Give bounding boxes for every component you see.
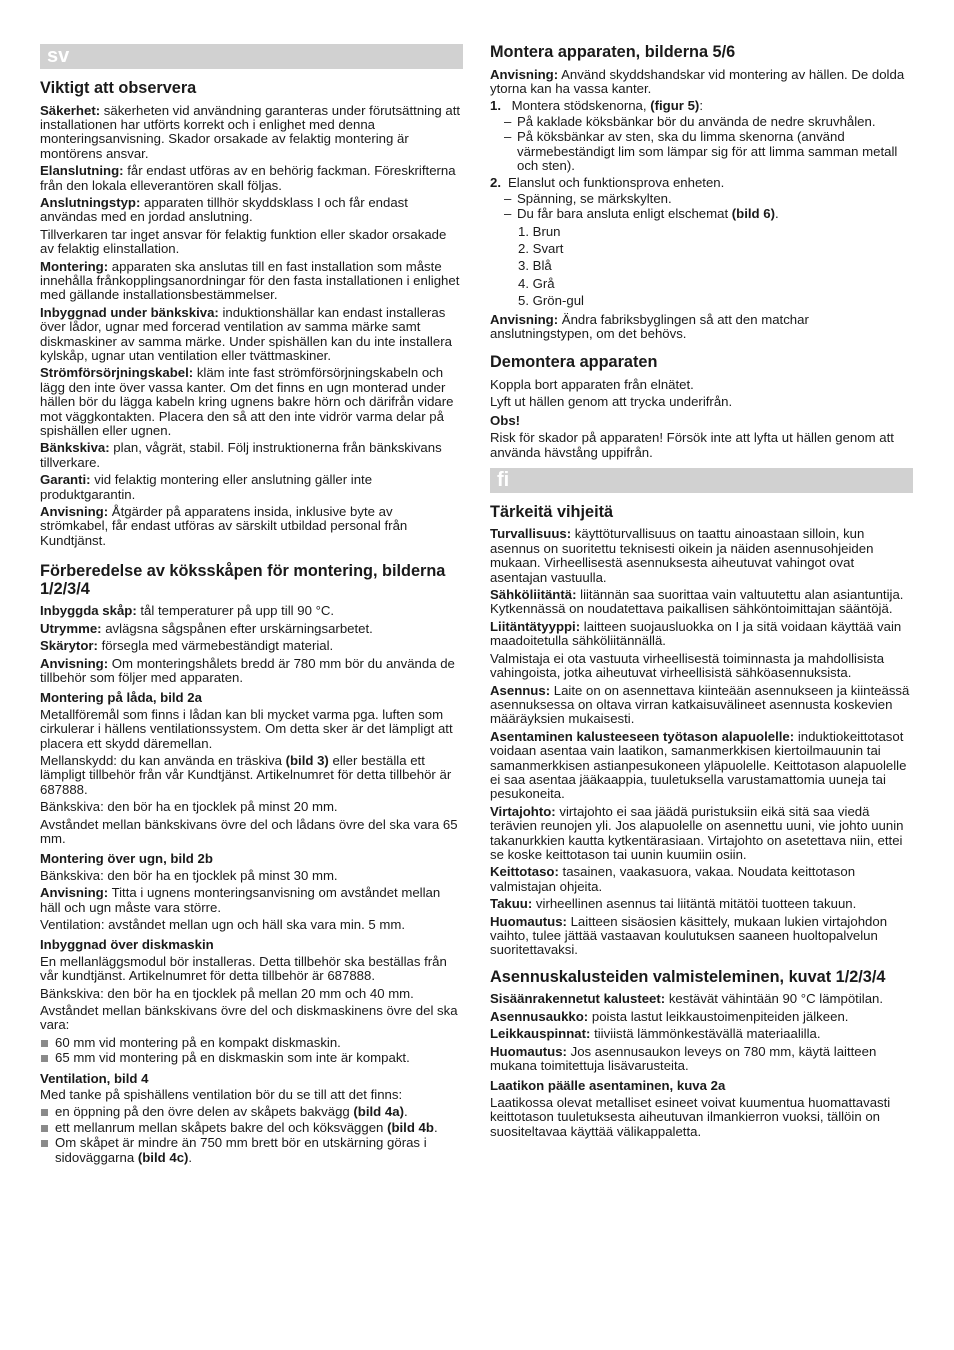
paragraph: Virtajohto: virtajohto ei saa jäädä puristuksiin eikä sitä saa viedä terävien reunojen yli. Jos alapuolelle on asennettu uuni, vie johto uunin takanurkkien kautta kytkentärasiaan. Virtajohto on asetettava niin, ettei se koske keittotason tai uunin kuumiin osiin. (490, 803, 904, 862)
paragraph: Inbyggda skåp: tål temperaturer på upp till 90 °C. (40, 603, 335, 619)
step-item: 2. Elanslut och funktionsprova enheten. – Spänning, se märkskylten. – Du får bara ansluta enligt elschemat (bild 6). 1. Brun 2. Svart 3. Blå 4. Grå 5. Grön-gul (490, 176, 913, 308)
paragraph: Med tanke på spishällens ventilation bör du se till att det finns: (40, 1087, 403, 1103)
dash-item: – Spänning, se märkskylten. (490, 192, 913, 206)
subsection-heading: Ventilation, bild 4 (40, 1070, 149, 1086)
subsection-heading: Inbyggnad över diskmaskin (40, 937, 214, 953)
bullet-list (40, 1105, 463, 1165)
list-item: 60 mm vid montering på en kompakt diskmaskin. (40, 1036, 463, 1050)
paragraph: Asennusaukko: poista lastut leikkaustoimenpiteiden jälkeen. (490, 1008, 849, 1024)
paragraph: Laatikossa olevat metalliset esineet voivat kuumentua huomattavasti keittotason tuuletuksesta aiheutuvan ilmankierron vuoksi, tällöin on suositeltavaa käyttää välikappaletta. (490, 1094, 891, 1139)
wire-color-list (490, 225, 913, 309)
list-item: Om skåpet är mindre än 750 mm brett bör en utskärning göras i sidoväggarna (bild 4c). (40, 1136, 463, 1165)
paragraph: Takuu: virheellinen asennus tai liitäntä mitätöi tuotteen takuun. (490, 896, 857, 912)
subsection-heading: Montering över ugn, bild 2b (40, 851, 213, 867)
section-heading: Demontera apparaten (490, 353, 658, 372)
section-heading: Viktigt att observera (40, 79, 197, 97)
paragraph: Ventilation: avståndet mellan ugn och häll ska vara min. 5 mm. (40, 917, 406, 932)
paragraph: Turvallisuus: käyttöturvallisuus on taattu ainoastaan silloin, kun asennus on suoritettu teknisesti oikein ja näiden asennusohjeiden mukaan. Virheellisestä asennuksesta aiheutuvat vahingot ovat asentajan vastuulla. (490, 526, 874, 585)
wire-color-item: 1. Brun (518, 223, 561, 239)
paragraph: Leikkauspinnat: tiiviistä lämmönkestävällä materiaalilla. (490, 1026, 821, 1042)
language-code: sv (47, 45, 70, 67)
paragraph: Keittotaso: tasainen, vaakasuora, vakaa. Noudata keittotason valmistajan ohjeita. (490, 864, 856, 894)
section-heading: Tärkeitä vihjeitä (490, 502, 614, 521)
language-bar-fi (490, 468, 913, 493)
swedish-column (40, 44, 463, 1169)
paragraph: Anvisning: Titta i ugnens monteringsanvisning om avståndet mellan häll och ugn måste vara större. (40, 885, 441, 915)
paragraph: En mellanläggsmodul bör installeras. Detta tillbehör ska beställas från vår kundtjänst. Artikelnumret för detta tillbehör är 687888. (40, 953, 447, 984)
list-item: 65 mm vid montering på en diskmaskin som inte är kompakt. (40, 1051, 463, 1065)
paragraph: Bänkskiva: den bör ha en tjocklek på minst 20 mm. (40, 799, 338, 815)
step-item: 1. Montera stödskenorna, (figur 5): – På kaklade köksbänkar bör du använda de nedre skruvhålen. – På köksbänkar av sten, ska du limma skenorna (använd värmebeständigt lim som lämpar sig för att limma samman metall och sten). (490, 99, 913, 173)
paragraph: Huomautus: Jos asennusaukon leveys on 780 mm, käytä laitteen mukana toimitettuja lisävarusteita. (490, 1043, 877, 1073)
paragraph: Skärytor: försegla med värmebeständigt material. (40, 638, 334, 654)
section-heading: Förberedelse av köksskåpen för montering, bilderna 1/2/3/4 (40, 562, 446, 598)
subsection-heading: Laatikon päälle asentaminen, kuva 2a (490, 1078, 726, 1094)
paragraph: Säkerhet: säkerheten vid användning garanteras under förutsättning att installationen har utförts korrekt och i enlighet med denna monteringsanvisning. Skador orsakade av felaktig montering är montörens ansvar. (40, 102, 461, 161)
list-item: en öppning på den övre delen av skåpets bakvägg (bild 4a). (40, 1105, 463, 1119)
paragraph: Huomautus: Laitteen sisäosien käsittely, mukaan lukien virtajohdon vaihto, tulee jättää vastaavan koulutuksen saaneen huoltopalvelun suoritettavaksi. (490, 913, 888, 958)
paragraph: Lyft ut hällen genom att trycka underifrån. (490, 394, 733, 410)
paragraph: Inbyggnad under bänkskiva: induktionshällar kan endast installeras över lådor, ugnar med forcerad ventilation av samma märke samt diskmaskiner av samma märke. Under spishällen kan du inte installera kylskåp, ugnar utan ventilation eller tvättmaskiner. (40, 304, 452, 363)
paragraph: Mellanskydd: du kan använda en träskiva (bild 3) eller beställa ett lämpligt tillbehör från vår Kundtjänst. Artikelnumret för detta tillbehör är 687888. (40, 752, 452, 797)
warning-label: Obs! (490, 412, 521, 428)
paragraph: Garanti: vid felaktig montering eller anslutning gäller inte produktgarantin. (40, 472, 373, 502)
bullet-list (40, 1036, 463, 1066)
paragraph: Anvisning: Ändra fabriksbyglingen så att den matchar anslutningstypen, om det behövs. (490, 311, 809, 341)
paragraph: Bänkskiva: den bör ha en tjocklek på mellan 20 mm och 40 mm. (40, 985, 414, 1001)
paragraph: Montering: apparaten ska anslutas till en fast installation som måste innehålla frånkopplingsanordningar för den fasta installationen i enlighet med gällande installationsbestämmelser. (40, 258, 460, 303)
wire-color-item: 4. Grå (518, 275, 555, 291)
paragraph: Bänkskiva: plan, vågrät, stabil. Följ instruktionerna från bänkskivans tillverkare. (40, 440, 442, 470)
dash-item: – På kaklade köksbänkar bör du använda de nedre skruvhålen. (490, 115, 913, 129)
paragraph: Sisäänrakennetut kalusteet: kestävät vähintään 90 °C lämpötilan. (490, 991, 884, 1007)
paragraph: Liitäntätyyppi: laitteen suojausluokka on I ja sitä voidaan käyttää vain maadoitetulla sähköliitännällä. (490, 618, 902, 649)
dash-item: – Du får bara ansluta enligt elschemat (bild 6). (490, 207, 913, 221)
paragraph: Strömförsörjningskabel: kläm inte fast strömförsörjningskabeln och lägg den inte över vassa kanter. Om det finns en ugn monterad under hällen bör du lägga kabeln kring ugnens bakre hörn och därifrån vidare mot väggkontakten. Placera den så att den inte vidrör varma delar på spishällen eller ugnen. (40, 365, 454, 439)
paragraph: Tillverkaren tar inget ansvar för felaktig funktion eller skador orsakade av felaktig elinstallation. (40, 226, 447, 257)
paragraph: Elanslutning: får endast utföras av en behörig fackman. Föreskrifterna från den lokala elleverantören skall följas. (40, 163, 456, 193)
wire-color-item: 3. Blå (518, 258, 552, 274)
paragraph: Sähköliitäntä: liitännän saa suorittaa vain valtuutettu alan asiantuntija. Kytkennässä on noudatettava paikallisen sähköntoimittajan sääntöjä. (490, 587, 904, 617)
language-code: fi (497, 468, 510, 491)
paragraph: Anvisning: Om monteringshålets bredd är 780 mm bör du använda de tillbehör som följer med apparaten. (40, 655, 455, 685)
paragraph: Avståndet mellan bänkskivans övre del och diskmaskinens övre del ska vara: (40, 1003, 458, 1033)
paragraph: Anvisning: Använd skyddshandskar vid montering av hällen. De dolda ytorna kan ha vassa kanter. (490, 66, 905, 96)
language-bar-sv (40, 44, 463, 69)
paragraph: Bänkskiva: den bör ha en tjocklek på minst 30 mm. (40, 867, 338, 883)
paragraph: Anvisning: Åtgärder på apparatens insida, inklusive byte av strömkabel, får endast utföras av särskilt utbildad personal från Kundtjänst. (40, 504, 408, 548)
dash-item: – På köksbänkar av sten, ska du limma skenorna (använd värmebeständigt lim som lämpar sig för att limma samman metall och sten). (490, 130, 913, 173)
paragraph: Asennus: Laite on on asennettava kiinteään asennukseen ja kiinteässä asennuksessa on oltava virran katkaisuvälineet asennusta koskevien määräyksien mukaisesti. (490, 682, 910, 727)
paragraph: Risk för skador på apparaten! Försök inte att lyfta ut hällen genom att använda hävstång uppifrån. (490, 430, 894, 460)
paragraph: Asentaminen kalusteeseen työtason alapuolelle: induktiokeittotasot voidaan asentaa vain laatikon, samanmerkkisen kiertoilmauunin tai samanmerkkisen astianpesukoneen yläpuolelle. Keittotason alapuolelle ei saa asentaa jääkaappia, tuuletuksella varustamattomia uuneja tai pesukoneita. (490, 728, 907, 802)
paragraph: Valmistaja ei ota vastuuta virheellisestä toiminnasta ja mahdollisista vahingoista, jotka aiheutuvat virheellisistä sähköasennuksista. (490, 650, 885, 681)
list-item: ett mellanrum mellan skåpets bakre del och köksväggen (bild 4b. (40, 1121, 463, 1135)
paragraph: Anslutningstyp: apparaten tillhör skyddsklass I och får endast användas med en jordad anslutning. (40, 194, 408, 225)
paragraph: Koppla bort apparaten från elnätet. (490, 376, 694, 392)
paragraph: Utrymme: avlägsna sågspånen efter urskärningsarbetet. (40, 620, 373, 636)
wire-color-item: 2. Svart (518, 240, 564, 256)
section-heading: Asennuskalusteiden valmisteleminen, kuvat 1/2/3/4 (490, 967, 886, 986)
wire-color-item: 5. Grön-gul (518, 293, 584, 309)
step-list (490, 99, 913, 308)
paragraph: Avståndet mellan bänkskivans övre del och lådans övre del ska vara 65 mm. (40, 816, 458, 846)
section-heading: Montera apparaten, bilderna 5/6 (490, 43, 736, 61)
subsection-heading: Montering på låda, bild 2a (40, 690, 202, 706)
right-column (490, 44, 913, 1142)
paragraph: Metallföremål som finns i lådan kan bli mycket varma pga. luften som cirkulerar i hällens ventilationssystem. Om detta sker är det lämpligt att placera ett skydd däremellan. (40, 706, 453, 751)
